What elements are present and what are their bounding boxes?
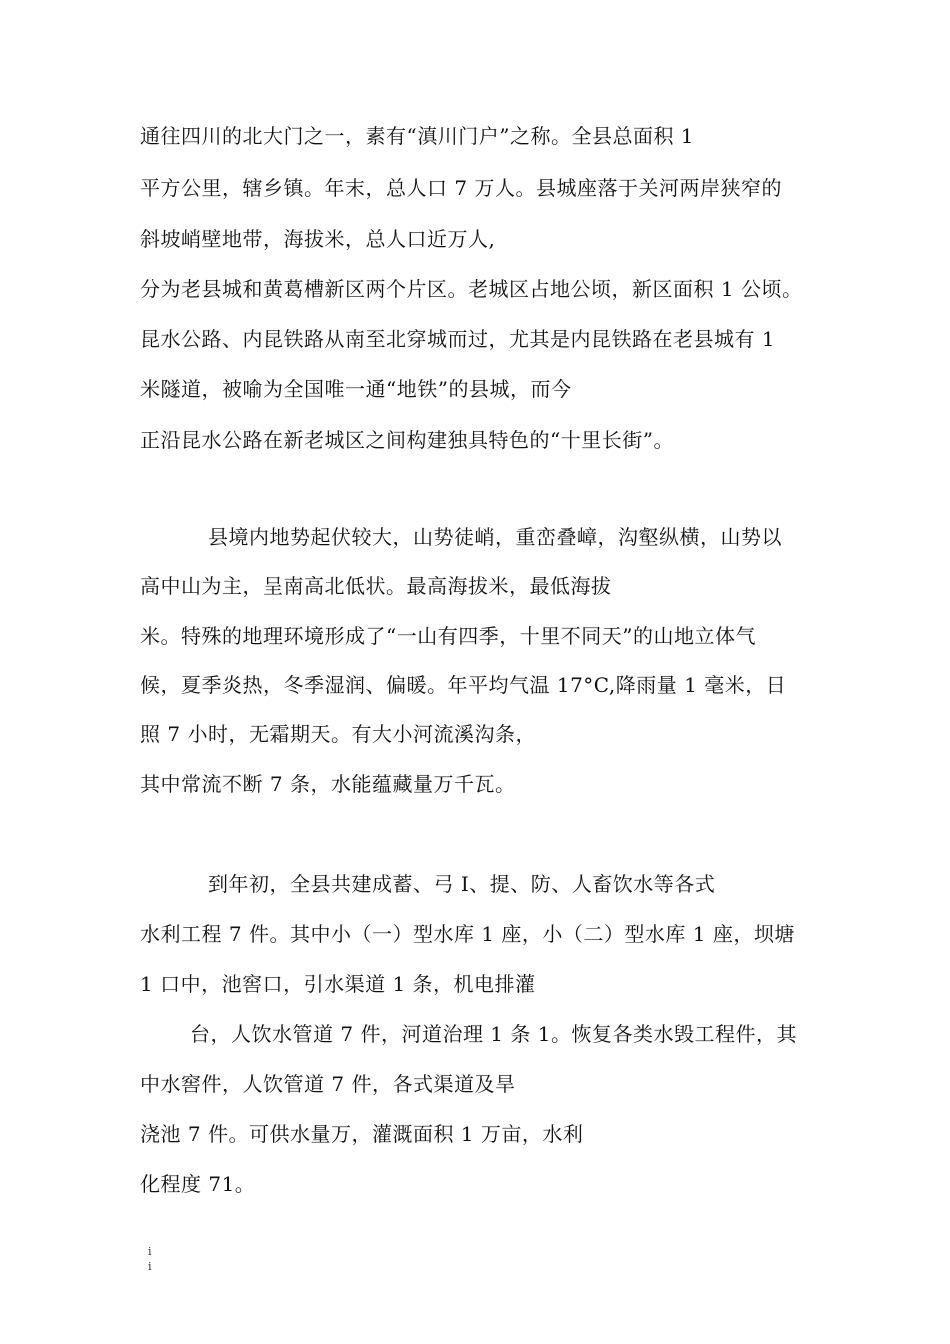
paragraph-1-line-2: 平方公里，辖乡镇。年末，总人口 7 万人。县城座落于关河两岸狭窄的 xyxy=(140,176,782,200)
paragraph-2-line-2: 高中山为主，呈南高北低状。最高海拔米，最低海拔 xyxy=(140,574,612,598)
paragraph-2-line-5: 照 7 小时，无霜期天。有大小河流溪沟条， xyxy=(140,722,536,746)
paragraph-3-line-1: 到年初，全县共建成蓄、弓 I、提、防、人畜饮水等各式 xyxy=(208,872,716,896)
paragraph-3-line-6: 浇池 7 件。可供水量万，灌溉面积 1 万亩，水利 xyxy=(140,1122,584,1146)
paragraph-3-line-4: 台，人饮水管道 7 件，河道治理 1 条 1。恢复各类水毁工程件，其 xyxy=(190,1022,797,1046)
paragraph-2-line-3: 米。特殊的地理环境形成了“一山有四季，十里不同天”的山地立体气 xyxy=(140,624,756,648)
paragraph-1-line-6: 米隧道，被喻为全国唯一通“地铁”的县城，而今 xyxy=(140,377,572,401)
paragraph-3-line-5: 中水窖件，人饮管道 7 件，各式渠道及旱 xyxy=(140,1072,516,1096)
paragraph-3-line-3: 1 口中，池窖口，引水渠道 1 条，机电排灌 xyxy=(140,972,536,996)
paragraph-2-line-1: 县境内地势起伏较大，山势徒峭，重峦叠嶂，沟壑纵横，山势以 xyxy=(208,525,782,549)
paragraph-1-line-5: 昆水公路、内昆铁路从南至北穿城而过，尤其是内昆铁路在老县城有 1 xyxy=(140,327,776,351)
paragraph-1-line-7: 正沿昆水公路在新老城区之间构建独具特色的“十里长街”。 xyxy=(140,428,674,452)
paragraph-1-line-1: 通往四川的北大门之一，素有“滇川门户”之称。全县总面积 1 xyxy=(140,124,695,148)
paragraph-1-line-3: 斜坡峭壁地带，海拔米，总人口近万人, xyxy=(140,227,496,251)
footer-mark-2: i xyxy=(148,1260,152,1273)
paragraph-2-line-4: 候，夏季炎热，冬季湿润、偏暖。年平均气温 17°C,降雨量 1 毫米，日 xyxy=(140,673,787,697)
paragraph-1-line-4: 分为老县城和黄葛槽新区两个片区。老城区占地公顷，新区面积 1 公顷。 xyxy=(140,277,803,301)
footer-mark-1: i xyxy=(148,1245,152,1258)
paragraph-3-line-2: 水利工程 7 件。其中小（一）型水库 1 座，小（二）型水库 1 座，坝塘 xyxy=(140,922,795,946)
paragraph-3-line-7: 化程度 71。 xyxy=(140,1172,256,1196)
paragraph-2-line-6: 其中常流不断 7 条，水能蕴藏量万千瓦。 xyxy=(140,772,516,796)
